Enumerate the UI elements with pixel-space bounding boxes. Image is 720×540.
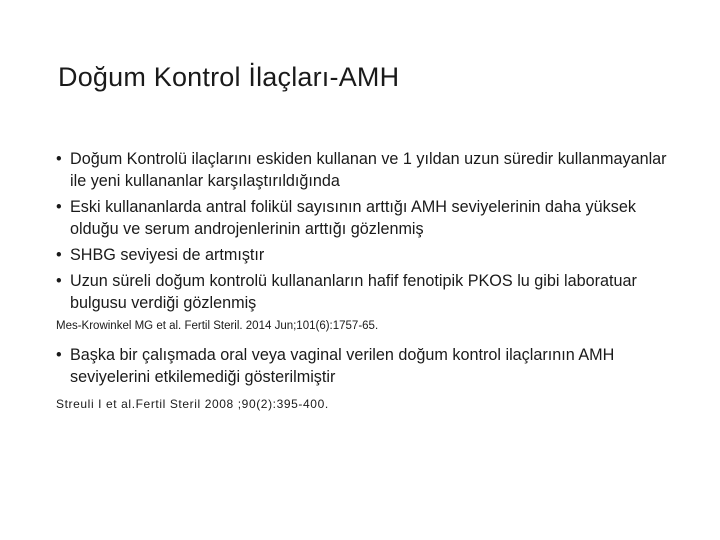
bullet-text: Eski kullananlarda antral folikül sayısının arttığı AMH seviyelerinin daha yüksek olduğu ve serum androjenlerinin arttığı gözlenmiş: [70, 198, 636, 238]
bullet-text: Uzun süreli doğum kontrolü kullananların hafif fenotipik PKOS lu gibi laboratuar bulgusu verdiği gözlenmiş: [70, 272, 637, 312]
slide-body: [56, 148, 676, 422]
reference-citation: Streuli I et al.Fertil Steril 2008 ;90(2):395-400.: [56, 397, 329, 411]
bullet-item: [56, 244, 676, 266]
bullet-dot-icon: •: [56, 198, 62, 216]
bullet-dot-icon: •: [56, 150, 62, 168]
bullet-text: Başka bir çalışmada oral veya vaginal verilen doğum kontrol ilaçlarının AMH seviyelerini etkilemediği gösterilmiştir: [70, 346, 615, 386]
bullet-dot-icon: •: [56, 246, 62, 264]
bullet-dot-icon: •: [56, 346, 62, 364]
bullet-text: Doğum Kontrolü ilaçlarını eskiden kullanan ve 1 yıldan uzun süredir kullanmayanlar ile yeni kullananlar karşılaştırıldığında: [70, 150, 667, 190]
bullet-text: SHBG seviyesi de artmıştır: [70, 246, 265, 264]
bullet-item: [56, 344, 676, 388]
bullet-item: [56, 196, 676, 240]
reference-citation: Mes-Krowinkel MG et al. Fertil Steril. 2014 Jun;101(6):1757-65.: [56, 320, 379, 332]
bullet-item: [56, 148, 676, 192]
bullet-item: [56, 270, 676, 314]
bullet-dot-icon: •: [56, 272, 62, 290]
slide-title: Doğum Kontrol İlaçları-AMH: [58, 62, 400, 92]
